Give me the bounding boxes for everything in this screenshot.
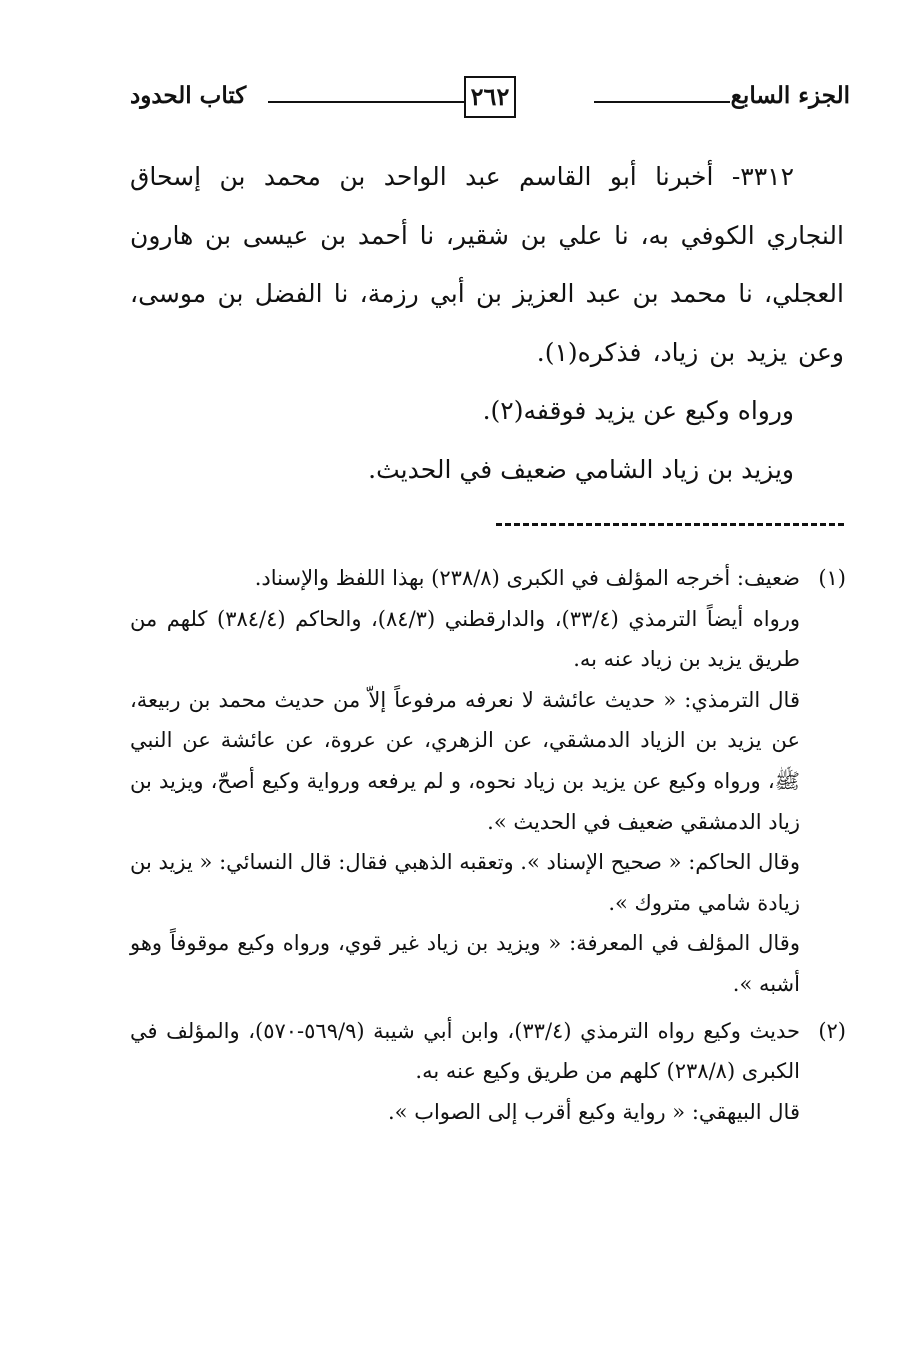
main-text: [130, 148, 844, 499]
footnote-paragraph: قال الترمذي: « حديث عائشة لا نعرفه مرفوعاً إلاّ من حديث محمد بن ربيعة، عن يزيد بن الزياد الدمشقي، عن الزهري، عن عروة، عن عائشة عن النبي ﷺ، ورواه وكيع عن يزيد بن زياد نحوه، و لم يرفعه ورواية وكيع أصحّ، ويزيد بن زياد الدمشقي ضعيف في الحديث ».: [130, 687, 800, 834]
footnote-separator: [496, 523, 844, 526]
footnotes: [130, 558, 844, 1132]
footnote-paragraph: قال البيهقي: « رواية وكيع أقرب إلى الصواب ».: [388, 1099, 800, 1124]
footnote-number: (١): [818, 566, 846, 590]
header-rule-left: [268, 101, 466, 103]
footnote-paragraph: وقال الحاكم: « صحيح الإسناد ». وتعقبه الذهبي فقال: قال النسائي: « يزيد بن زيادة شامي متروك ».: [130, 850, 800, 915]
page-number: ٢٦٢: [464, 76, 516, 118]
running-header: [130, 74, 850, 128]
footnote-2: [130, 1011, 844, 1133]
footnote-paragraph: ضعيف: أخرجه المؤلف في الكبرى (٢٣٨/٨) بهذا اللفظ والإسناد.: [254, 566, 800, 590]
footnote-paragraph: ورواه أيضاً الترمذي (٣٣/٤)، والدارقطني (٨٤/٣)، والحاكم (٣٨٤/٤) كلهم من طريق يزيد بن زياد عنه به.: [130, 606, 800, 672]
narration-note: ورواه وكيع عن يزيد فوقفه(٢).: [482, 396, 794, 425]
narrator-grading: ويزيد بن زياد الشامي ضعيف في الحديث.: [368, 454, 794, 484]
footnote-1: [130, 558, 844, 1005]
footnote-paragraph: وقال المؤلف في المعرفة: « ويزيد بن زياد غير قوي، ورواه وكيع موقوفاً وهو أشبه ».: [130, 931, 800, 996]
hadith-paragraph: ٣٣١٢- أخبرنا أبو القاسم عبد الواحد بن محمد بن إسحاق النجاري الكوفي به، نا علي بن شقير، نا أحمد بن عيسى بن هارون العجلي، نا محمد بن عبد العزيز بن أبي رزمة، نا الفضل بن موسى، وعن يزيد بن زياد، فذكره(١).: [130, 162, 844, 367]
volume-title: الجزء السابع: [730, 82, 850, 109]
header-rule-right: [594, 101, 730, 103]
footnote-paragraph: حديث وكيع رواه الترمذي (٣٣/٤)، وابن أبي شيبة (٥٦٩/٩-٥٧٠)، والمؤلف في الكبرى (٢٣٨/٨) كلهم من طريق وكيع عنه به.: [130, 1018, 800, 1084]
footnote-number: (٢): [818, 1018, 846, 1043]
book-title: كتاب الحدود: [130, 82, 247, 109]
